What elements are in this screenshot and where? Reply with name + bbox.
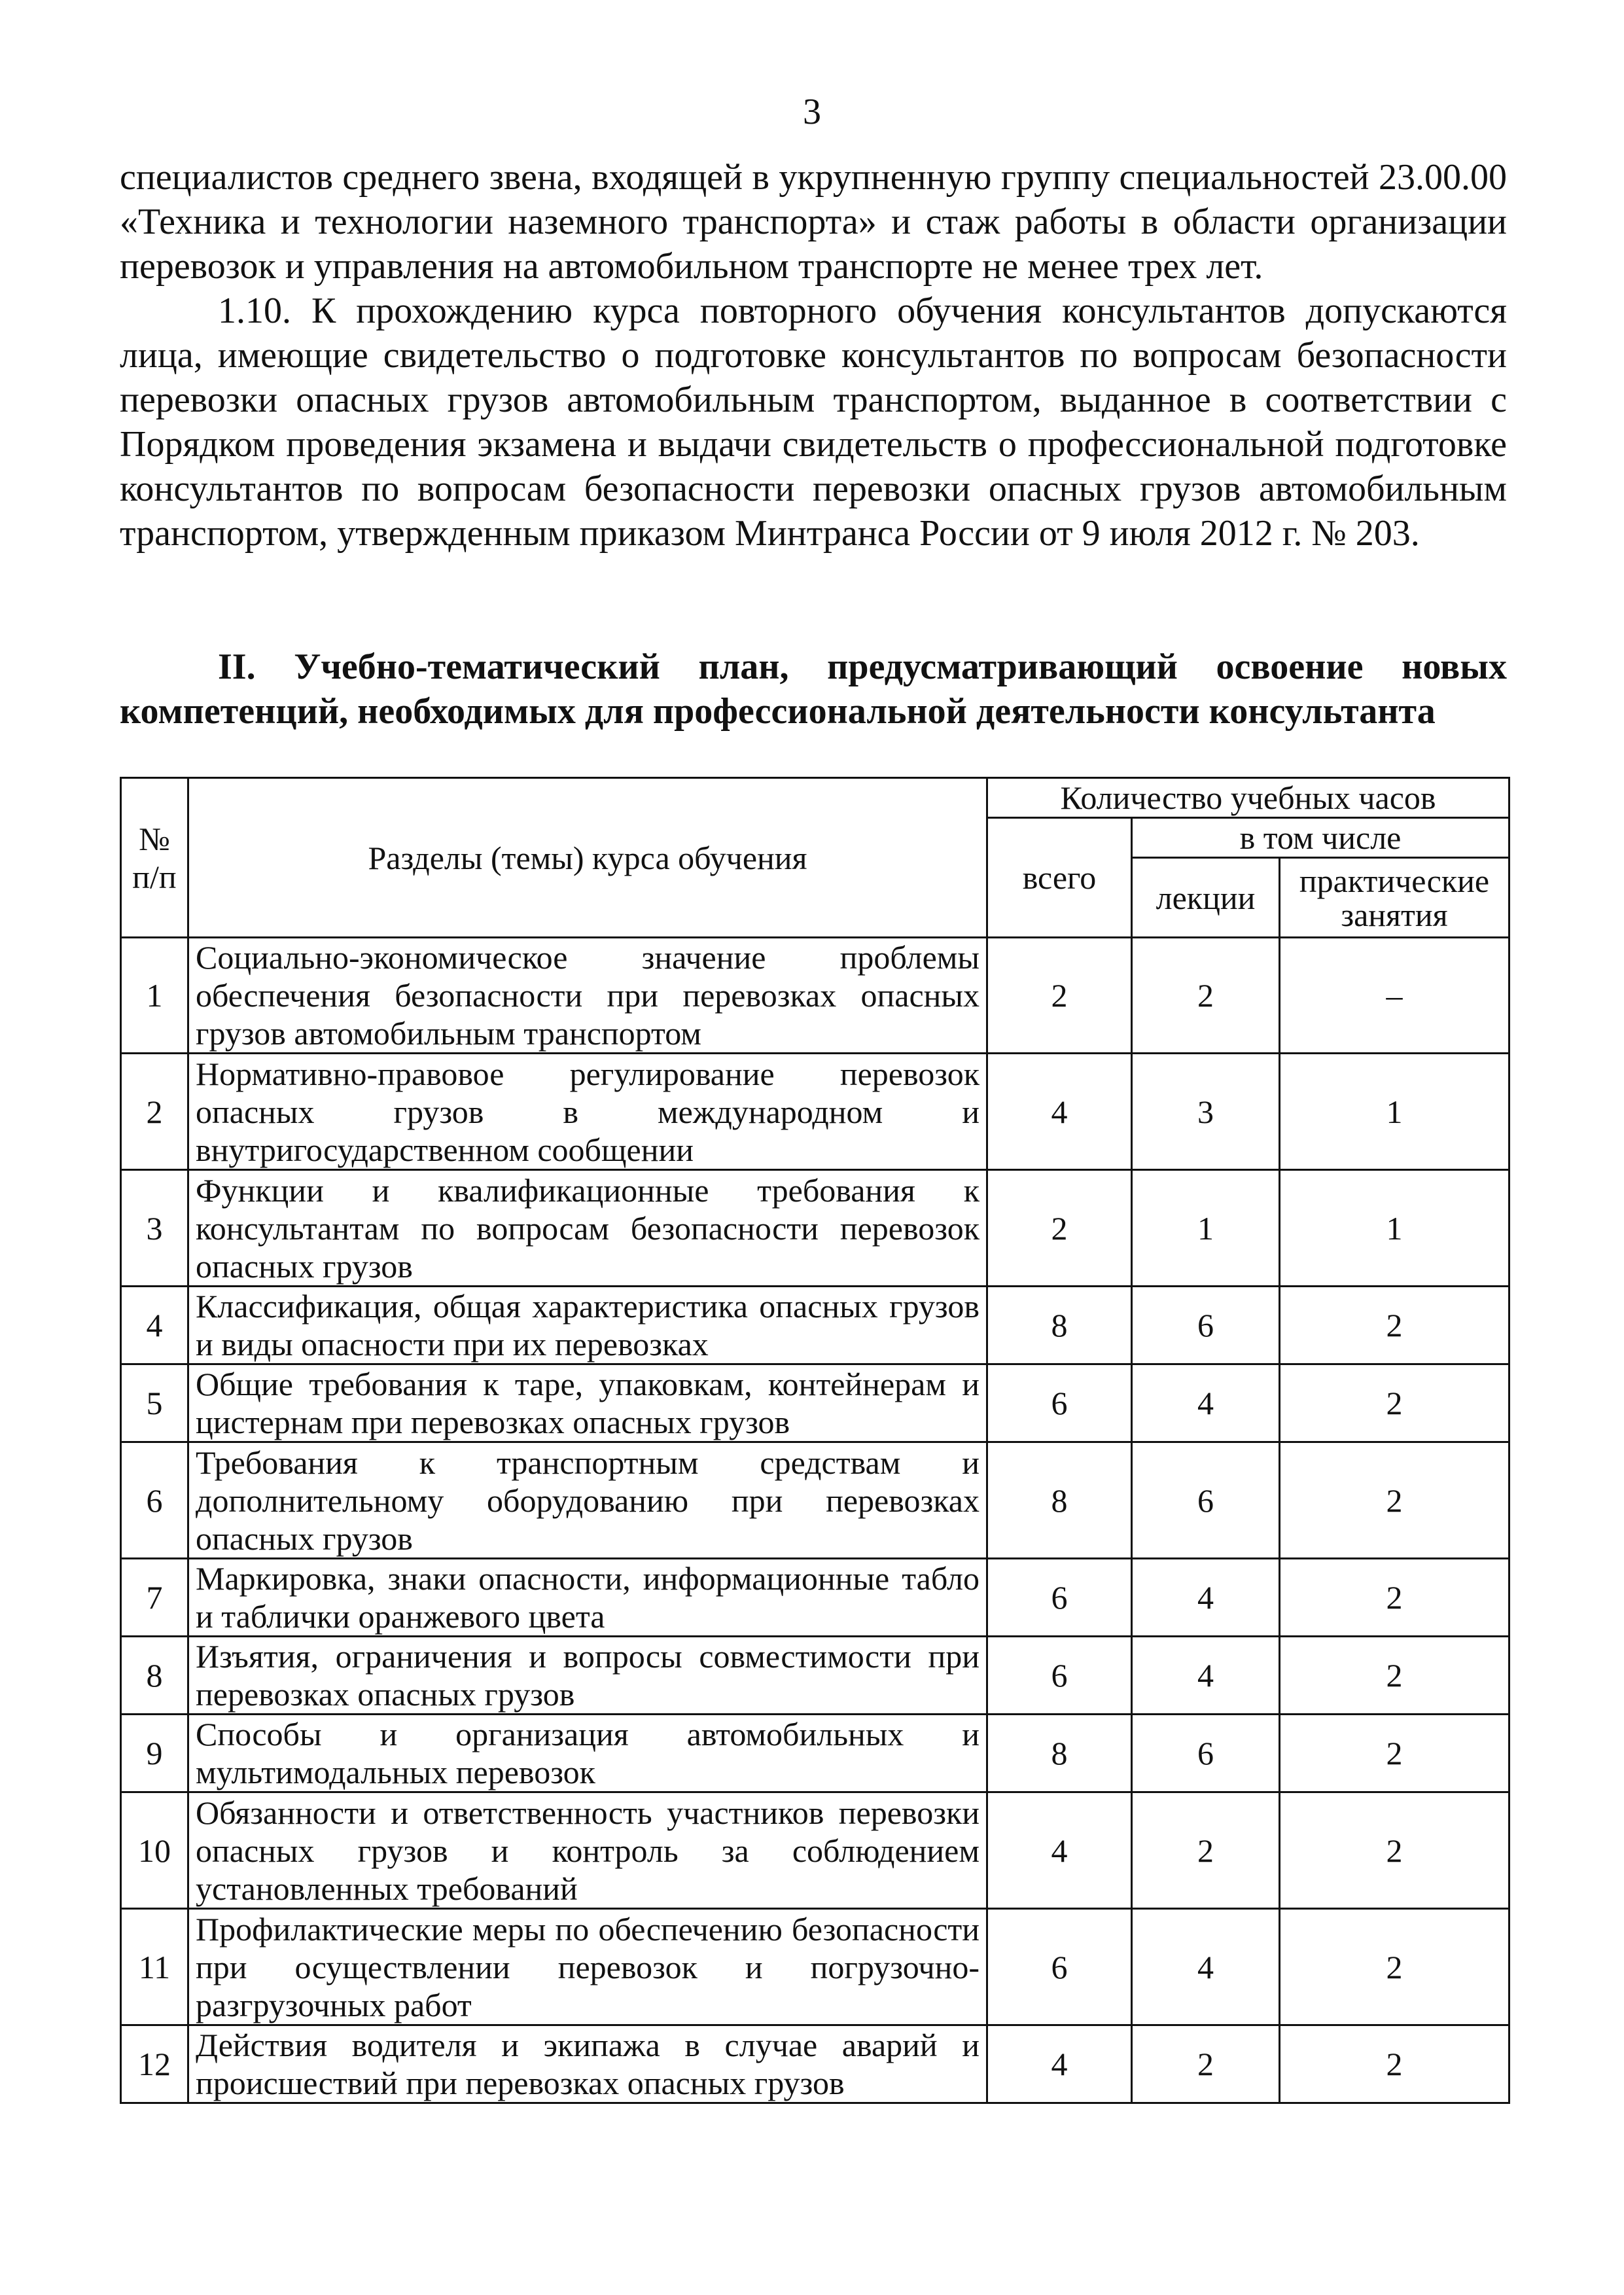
row-num: 6: [121, 1442, 188, 1559]
row-practice: 2: [1280, 1792, 1509, 1909]
study-plan-table: [120, 777, 1510, 2104]
row-practice: 2: [1280, 1559, 1509, 1637]
row-topic: Профилактические меры по обеспечению безопасности при осуществлении перевозок и погрузочно-разгрузочных работ: [188, 1909, 987, 2025]
paragraph-2: 1.10. К прохождению курса повторного обучения консультантов допускаются лица, имеющие свидетельство о подготовке консультантов по вопросам безопасности перевозки опасных грузов автомобильным транспортом, выданное в соответствии с Порядком проведения экзамена и выдачи свидетельств о профессиональной подготовке консультантов по вопросам безопасности перевозки опасных грузов автомобильным транспортом, утвержденным приказом Минтранса России от 9 июля 2012 г. № 203.: [120, 291, 1507, 554]
row-total: 6: [987, 1637, 1132, 1715]
header-total: всего: [987, 818, 1132, 938]
row-total: 4: [987, 1792, 1132, 1909]
row-lectures: 4: [1132, 1637, 1280, 1715]
row-num: 11: [121, 1909, 188, 2025]
row-practice: 2: [1280, 1364, 1509, 1442]
row-total: 8: [987, 1442, 1132, 1559]
row-num: 12: [121, 2025, 188, 2103]
row-lectures: 4: [1132, 1364, 1280, 1442]
table-row: [121, 1054, 1509, 1170]
row-practice: 1: [1280, 1170, 1509, 1287]
table-row: [121, 1637, 1509, 1715]
row-lectures: 4: [1132, 1559, 1280, 1637]
row-num: 3: [121, 1170, 188, 1287]
row-topic: Требования к транспортным средствам и дополнительному оборудованию при перевозках опасных грузов: [188, 1442, 987, 1559]
row-total: 8: [987, 1287, 1132, 1364]
row-lectures: 6: [1132, 1287, 1280, 1364]
row-topic: Способы и организация автомобильных и мультимодальных перевозок: [188, 1715, 987, 1792]
table-row: [121, 1442, 1509, 1559]
row-lectures: 6: [1132, 1442, 1280, 1559]
row-num: 1: [121, 938, 188, 1054]
table-row: [121, 938, 1509, 1054]
section-title: II. Учебно-тематический план, предусматривающий освоение новых компетенций, необходимых для профессиональной деятельности консультанта: [120, 647, 1507, 732]
paragraph-1: специалистов среднего звена, входящей в укрупненную группу специальностей 23.00.00 «Техника и технологии наземного транспорта» и стаж работы в области организации перевозок и управления на автомобильном транспорте не менее трех лет.: [120, 157, 1507, 287]
table-row: [121, 1559, 1509, 1637]
row-topic: Маркировка, знаки опасности, информационные табло и таблички оранжевого цвета: [188, 1559, 987, 1637]
row-practice: –: [1280, 938, 1509, 1054]
row-practice: 2: [1280, 1287, 1509, 1364]
row-total: 6: [987, 1364, 1132, 1442]
row-num: 10: [121, 1792, 188, 1909]
row-total: 6: [987, 1559, 1132, 1637]
row-lectures: 3: [1132, 1054, 1280, 1170]
table-row: [121, 2025, 1509, 2103]
row-topic: Функции и квалификационные требования к консультантам по вопросам безопасности перевозок опасных грузов: [188, 1170, 987, 1287]
table-row: [121, 1287, 1509, 1364]
row-topic: Изъятия, ограничения и вопросы совместимости при перевозках опасных грузов: [188, 1637, 987, 1715]
row-practice: 2: [1280, 1715, 1509, 1792]
header-topic: Разделы (темы) курса обучения: [188, 778, 987, 938]
header-including: в том числе: [1132, 818, 1509, 858]
page-number: 3: [803, 92, 821, 132]
row-topic: Обязанности и ответственность участников перевозки опасных грузов и контроль за соблюдением установленных требований: [188, 1792, 987, 1909]
header-lectures: лекции: [1132, 858, 1280, 938]
row-lectures: 6: [1132, 1715, 1280, 1792]
row-practice: 2: [1280, 1909, 1509, 2025]
row-total: 2: [987, 1170, 1132, 1287]
row-total: 4: [987, 1054, 1132, 1170]
row-num: 2: [121, 1054, 188, 1170]
row-num: 9: [121, 1715, 188, 1792]
row-lectures: 2: [1132, 1792, 1280, 1909]
row-practice: 2: [1280, 1637, 1509, 1715]
row-topic: Действия водителя и экипажа в случае аварий и происшествий при перевозках опасных грузов: [188, 2025, 987, 2103]
header-num: № п/п: [121, 778, 188, 938]
table-row: [121, 1792, 1509, 1909]
row-topic: Общие требования к таре, упаковкам, контейнерам и цистернам при перевозках опасных грузов: [188, 1364, 987, 1442]
row-topic: Классификация, общая характеристика опасных грузов и виды опасности при их перевозках: [188, 1287, 987, 1364]
row-num: 4: [121, 1287, 188, 1364]
row-lectures: 1: [1132, 1170, 1280, 1287]
row-total: 4: [987, 2025, 1132, 2103]
row-topic: Социально-экономическое значение проблемы обеспечения безопасности при перевозках опасных грузов автомобильным транспортом: [188, 938, 987, 1054]
table-row: [121, 1170, 1509, 1287]
row-total: 2: [987, 938, 1132, 1054]
intro-text: [120, 155, 1507, 556]
row-lectures: 2: [1132, 938, 1280, 1054]
header-hours: Количество учебных часов: [987, 778, 1509, 818]
row-num: 7: [121, 1559, 188, 1637]
row-practice: 2: [1280, 1442, 1509, 1559]
row-topic: Нормативно-правовое регулирование перевозок опасных грузов в международном и внутригосударственном сообщении: [188, 1054, 987, 1170]
row-total: 6: [987, 1909, 1132, 2025]
table-row: [121, 1715, 1509, 1792]
table-row: [121, 1364, 1509, 1442]
row-lectures: 2: [1132, 2025, 1280, 2103]
row-num: 5: [121, 1364, 188, 1442]
row-practice: 1: [1280, 1054, 1509, 1170]
row-total: 8: [987, 1715, 1132, 1792]
table-row: [121, 1909, 1509, 2025]
row-lectures: 4: [1132, 1909, 1280, 2025]
row-practice: 2: [1280, 2025, 1509, 2103]
row-num: 8: [121, 1637, 188, 1715]
header-practice: практические занятия: [1280, 858, 1509, 938]
